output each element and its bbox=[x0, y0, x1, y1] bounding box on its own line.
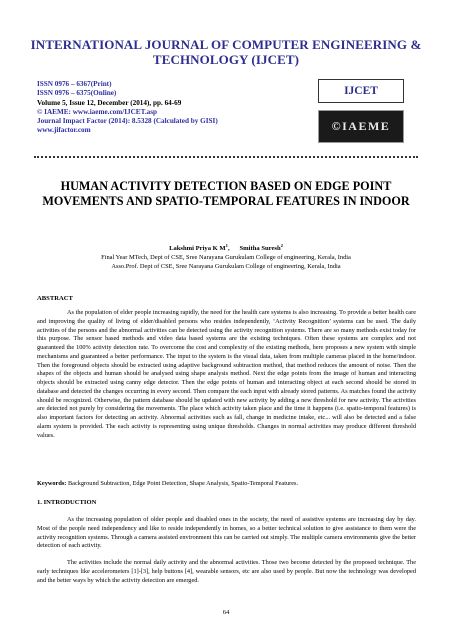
introduction-heading: 1. INTRODUCTION bbox=[37, 499, 97, 506]
introduction-paragraph-1: As the increasing population of older people and disabled ones in the society, the need of assistive systems are increasing day by day. Most of the people need independency and like to reside independently in homes, so a better technical solution to give assistance to them were the activity recognition systems. Through a camera assisted environment this can be carried out simply. The multiple camera environments give the better detection of each activity. bbox=[37, 516, 416, 550]
author-line: Lakshmi Priya K $M^1$, Smitha Suresh$^2$ bbox=[169, 243, 283, 253]
journal-meta bbox=[37, 80, 307, 136]
issn-online: ISSN 0976 – 6375(Online) bbox=[37, 89, 117, 98]
page-number: 64 bbox=[222, 609, 230, 616]
paper-title: HUMAN ACTIVITY DETECTION BASED ON EDGE POINT MOVEMENTS AND SPATIO-TEMPORAL FEATURES IN INDOOR bbox=[42, 179, 410, 208]
affiliation-1: Final Year MTech, Dept of CSE, Sree Narayana Gurukulam College of engineering, Kerala, India bbox=[101, 254, 351, 261]
keywords bbox=[37, 480, 416, 489]
copyright-link[interactable]: © IAEME: www.iaeme.com/IJCET.asp bbox=[37, 107, 158, 116]
issn-print: ISSN 0976 – 6367(Print) bbox=[37, 80, 112, 88]
keywords-label: Keywords: bbox=[37, 480, 67, 487]
abstract-text: As the population of elder people increasing rapidly, the need for the health care systems is also increasing. To provide a better health care and improving the quality of living of elder/disabled persons who resides independently, ‘Activity Recognition’ systems can be used. The daily activities of the persons and the abnormal activities can be detected using the activity recognition systems. There are so many methods exist today for this purpose. The sensor based methods and video data based systems are the existing techniques. Often these systems are complex and not guaranteed the 100% activity detection rate. To overcome the cost and complexity of the existing methods, here proposes a new system with simple mechanisms and guaranteed a better performance. The input to the system is the visual data, taken from multiple cameras placed in the home/indoor. Then the foreground objects should be extracted using adaptive background subtraction method, that method reduces the amount of noise. Then the shapes of the objects and human should be analysed using shape analysis method. Next the edge points from the image of human and interacting objects should be extracted using canny edge detector. Then the edge points of human and interacting object at each second should be stored in database and detected the changes occurring in every second. Then compare the each input with already stored patterns. As matches found the activity should be recognized. Otherwise, the pattern database should be updated with new activity by adding a new threshold for new activity. The activities are detected not purely by considering the movements. The place which activity taken place and the time it happens (i.e. spatio-temporal features) is also important factors for detecting an activity. Abnormal activities such as fall, change in medicine intake, etc... will also be detected and a false alarm system is provided. The each activity is representing using unique thresholds. Changes in normal activities may produce different threshold values. bbox=[37, 309, 416, 439]
abstract-heading: ABSTRACT bbox=[37, 295, 73, 302]
journal-title-line-2: TECHNOLOGY (IJCET) bbox=[152, 52, 300, 67]
volume-info: Volume 5, Issue 12, December (2014), pp. 64-69 bbox=[37, 98, 182, 107]
journal-title-line-1: INTERNATIONAL JOURNAL OF COMPUTER ENGINEERING & bbox=[30, 37, 422, 52]
author-1-mark: 1 bbox=[225, 243, 228, 248]
iaeme-logo: ©IAEME bbox=[318, 110, 404, 143]
affiliations bbox=[40, 254, 412, 271]
author-2-mark: 2 bbox=[280, 243, 283, 248]
author-1: Lakshmi Priya K M bbox=[169, 245, 226, 253]
journal-title bbox=[20, 37, 432, 67]
affiliation-2: Asso.Prof. Dept of CSE, Sree Narayana Gurukulam College of engineering, Kerala, India bbox=[111, 262, 341, 270]
keywords-text: Background Subtraction, Edge Point Detection, Shape Analysis, Spatio-Temporal Features. bbox=[66, 480, 299, 487]
impact-factor: Journal Impact Factor (2014): 8.5328 (Calculated by GISI) bbox=[37, 117, 218, 126]
website-link[interactable]: www.jifactor.com bbox=[37, 126, 91, 135]
ijcet-badge: IJCET bbox=[318, 79, 404, 103]
author-2: Smitha Suresh bbox=[239, 245, 281, 253]
dotted-divider bbox=[34, 156, 418, 158]
introduction-paragraph-2: The activities include the normal daily activity and the abnormal activities. Those two become detected by the proposed technique. The early techniques like accelerometers [1]-[3], help buttons [4], wearable sensors, etc are also used by people. But now the technology was developed and the better ways by which the activity detection are emerged. bbox=[37, 559, 416, 584]
